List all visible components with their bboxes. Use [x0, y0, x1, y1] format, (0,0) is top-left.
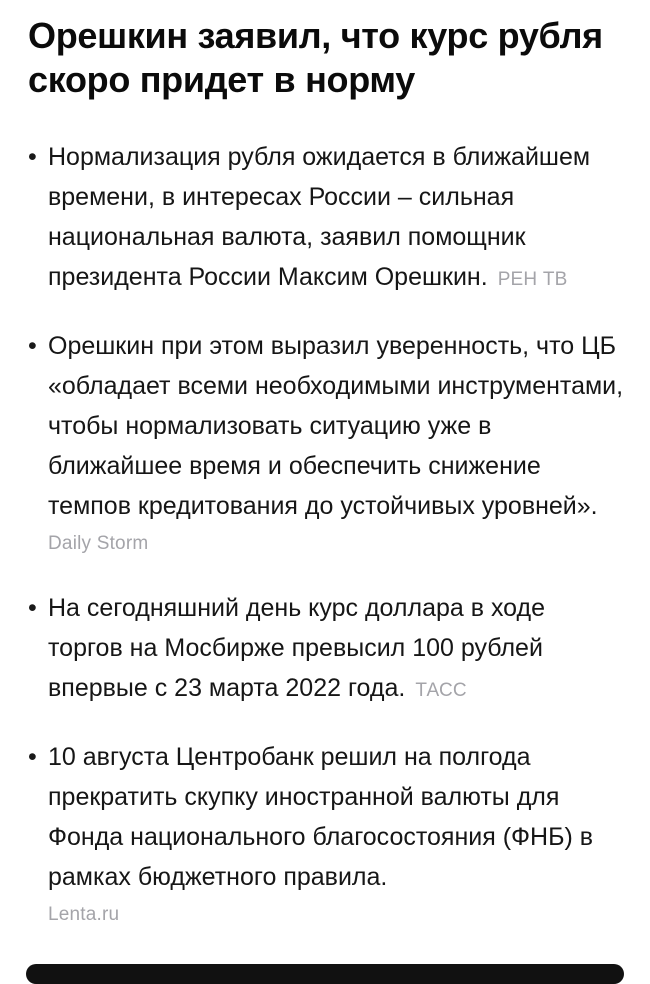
summary-item — [0, 137, 650, 300]
summary-item — [0, 588, 650, 711]
summary-item — [0, 326, 650, 562]
source-link[interactable]: Daily Storm — [48, 533, 149, 554]
article-title: Орешкин заявил, что курс рубля скоро придет в норму — [28, 15, 603, 100]
summary-text: На сегодняшний день курс доллара в ходе торгов на Мосбирже превысил 100 рублей впервые с 23 марта 2022 года. — [48, 594, 546, 702]
bullet-icon: • — [28, 143, 37, 171]
source-link[interactable]: Lenta.ru — [48, 904, 120, 925]
summary-text: 10 августа Центробанк решил на полгода прекратить скупку иностранной валюты для Фонда национального благосостояния (ФНБ) в рамках бюджетного правила. — [48, 743, 594, 891]
summary-item — [0, 737, 650, 933]
bottom-toolbar[interactable] — [26, 964, 624, 984]
bullet-icon: • — [28, 332, 37, 360]
bullet-icon: • — [28, 594, 37, 622]
source-link[interactable]: ТАСС — [415, 680, 467, 701]
summary-text: Нормализация рубля ожидается в ближайшем времени, в интересах России – сильная национальная валюта, заявил помощник президента России Максим Орешкин. — [48, 143, 591, 291]
source-link[interactable]: РЕН ТВ — [497, 269, 568, 290]
summary-text: Орешкин при этом выразил уверенность, что ЦБ «обладает всеми необходимыми инструментами, чтобы нормализовать ситуацию уже в ближайшее время и обеспечить снижение темпов кредитования до устойчивых уровней». — [48, 332, 624, 520]
bullet-icon: • — [28, 743, 37, 771]
summary-list — [0, 137, 650, 959]
